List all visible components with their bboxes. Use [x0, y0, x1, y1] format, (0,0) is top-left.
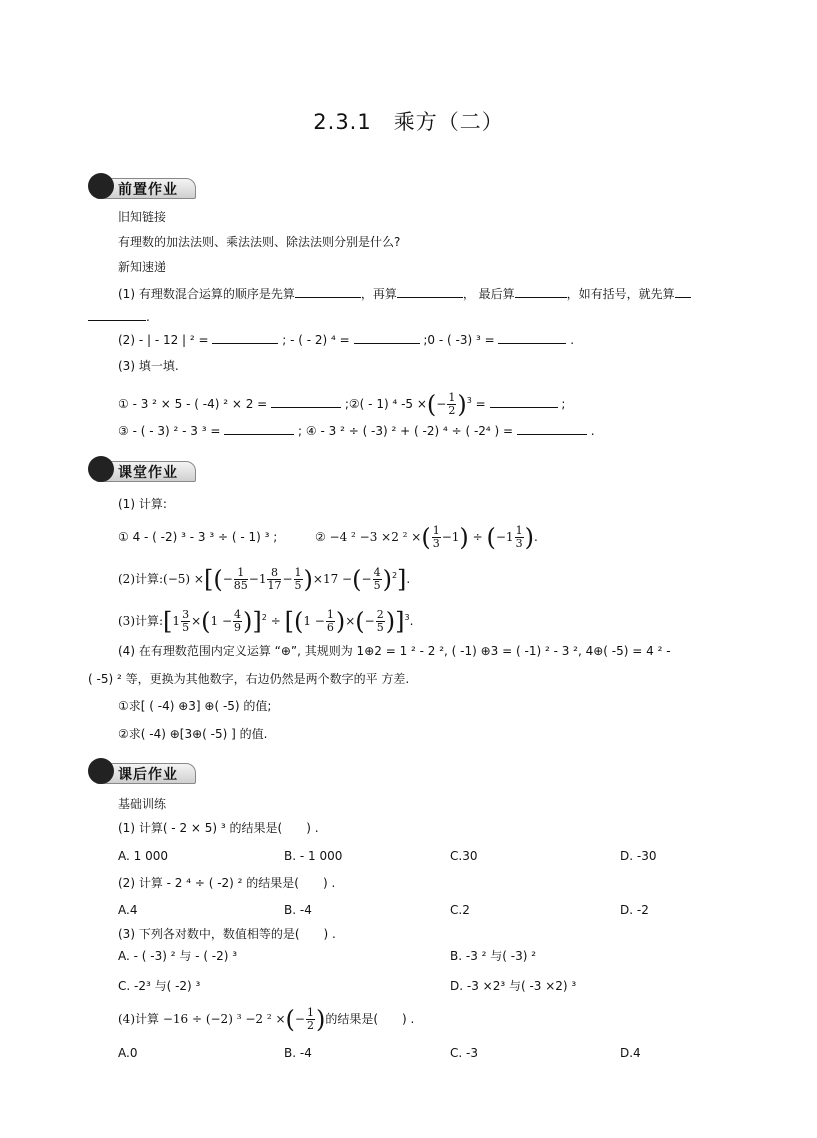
option-d[interactable]: D.4: [620, 1046, 641, 1060]
answer-blank[interactable]: [490, 395, 558, 408]
question-line: (2) - | - 12 | ² = ; - ( - 2) ⁴ = ;0 - ( -3) ³ = .: [118, 333, 575, 347]
question-line: (2)计算:(−5) ×[(− $\frac{1}{85}$ −1 $\frac{8}{17}$ − $\frac{1}{5}$ )×17 −(− $\frac{4}{5}$ )$^2$].: [118, 565, 411, 594]
text-line: (1) 计算:: [118, 497, 167, 511]
question-line: .: [88, 308, 150, 325]
section-banner-class: 课堂作业: [88, 456, 196, 482]
answer-blank[interactable]: [224, 422, 294, 435]
question-line: ① - 3 ² × 5 - ( -4) ² × 2 = ;②( - 1) ⁴ -5 ×(− $\frac{1}{2}$ )$^3$ = ;: [118, 390, 566, 419]
answer-blank[interactable]: [271, 395, 341, 408]
page-title: 2.3.1 乘方（二）: [313, 110, 504, 134]
option-c[interactable]: C.30: [450, 849, 478, 863]
option-b[interactable]: B. -4: [284, 903, 312, 917]
question-line: ① 4 - ( -2) ³ - 3 ³ ÷ ( - 1) ³ ; ② −4 ² −3 ×2 ² ×( $\frac{1}{3}$ −1) ÷ (−1 $\frac{1}{3}$ ).: [118, 523, 538, 552]
answer-blank[interactable]: [397, 285, 463, 298]
text-line: ②求( -4) ⊕[3⊕( -5) ] 的值.: [118, 727, 268, 741]
answer-blank[interactable]: [517, 422, 587, 435]
play-icon: [88, 456, 114, 482]
answer-blank[interactable]: [675, 285, 691, 298]
fraction: $\frac{1}{2}$: [306, 1006, 314, 1032]
text-line: 新知速递: [118, 260, 167, 274]
text-line: ①求[ ( -4) ⊕3] ⊕( -5) 的值;: [118, 699, 272, 713]
question-line: (3)计算:[1 $\frac{3}{5}$ ×(1 − $\frac{4}{9}$ )]$^2$ ÷ [(1 − $\frac{1}{6}$ )×(− $\frac{2}{5}$ )]$^3$.: [118, 607, 414, 636]
answer-blank[interactable]: [354, 331, 420, 344]
option-b[interactable]: B. - 1 000: [284, 849, 343, 863]
section-banner-pre: 前置作业: [88, 173, 196, 199]
option-d[interactable]: D. -3 ×2³ 与( -3 ×2) ³: [450, 979, 577, 993]
answer-blank[interactable]: [498, 331, 566, 344]
option-a[interactable]: A. - ( -3) ² 与 - ( -2) ³: [118, 949, 238, 963]
option-c[interactable]: C.2: [450, 903, 470, 917]
option-b[interactable]: B. -3 ² 与( -3) ²: [450, 949, 537, 963]
question-line: (4)计算 −16 ÷ (−2) ³ −2 ² ×(− $\frac{1}{2}$ )的结果是( ) .: [118, 1005, 415, 1034]
text-line: 有理数的加法法则、乘法法则、除法法则分别是什么?: [118, 235, 401, 249]
text-line: (4) 在有理数范围内定义运算 “⊕”, 其规则为 1⊕2 = 1 ² - 2 ², ( -1) ⊕3 = ( -1) ² - 3 ², 4⊕( -5) = 4 ² -: [118, 644, 671, 658]
fraction: $\frac{1}{3}$: [515, 524, 523, 550]
option-c[interactable]: C. -3: [450, 1046, 478, 1060]
option-d[interactable]: D. -2: [620, 903, 649, 917]
runner-icon: [88, 758, 114, 784]
option-b[interactable]: B. -4: [284, 1046, 312, 1060]
text-line: (3) 填一填.: [118, 359, 179, 373]
answer-blank[interactable]: [295, 285, 361, 298]
question-line: (2) 计算 - 2 ⁴ ÷ ( -2) ² 的结果是( ) .: [118, 876, 336, 890]
text-line: 旧知链接: [118, 210, 167, 224]
option-a[interactable]: A. 1 000: [118, 849, 168, 863]
option-a[interactable]: A.0: [118, 1046, 138, 1060]
answer-blank[interactable]: [212, 331, 278, 344]
text-line: 基础训练: [118, 797, 167, 811]
answer-blank[interactable]: [515, 285, 567, 298]
text-line: ( -5) ² 等，更换为其他数字，右边仍然是两个数字的平 方差.: [88, 672, 410, 686]
section-banner-after: 课后作业: [88, 758, 196, 784]
section-logo-icon: [88, 173, 114, 199]
question-line: (1) 计算( - 2 × 5) ³ 的结果是( ) .: [118, 821, 319, 835]
fraction: $\frac{1}{3}$: [432, 524, 440, 550]
question-line: (1) 有理数混合运算的顺序是先算 ，再算 ， 最后算 ，如有括号，就先算: [118, 285, 691, 302]
question-line: ③ - ( - 3) ² - 3 ³ = ; ④ - 3 ² ÷ ( -3) ² + ( -2) ⁴ ÷ ( -2⁴ ) = .: [118, 424, 595, 438]
question-line: (3) 下列各对数中，数值相等的是( ) .: [118, 927, 336, 941]
option-a[interactable]: A.4: [118, 903, 138, 917]
answer-blank[interactable]: [88, 308, 146, 321]
fraction: $\frac{1}{2}$: [448, 391, 456, 417]
option-d[interactable]: D. -30: [620, 849, 657, 863]
option-c[interactable]: C. -2³ 与( -2) ³: [118, 979, 201, 993]
